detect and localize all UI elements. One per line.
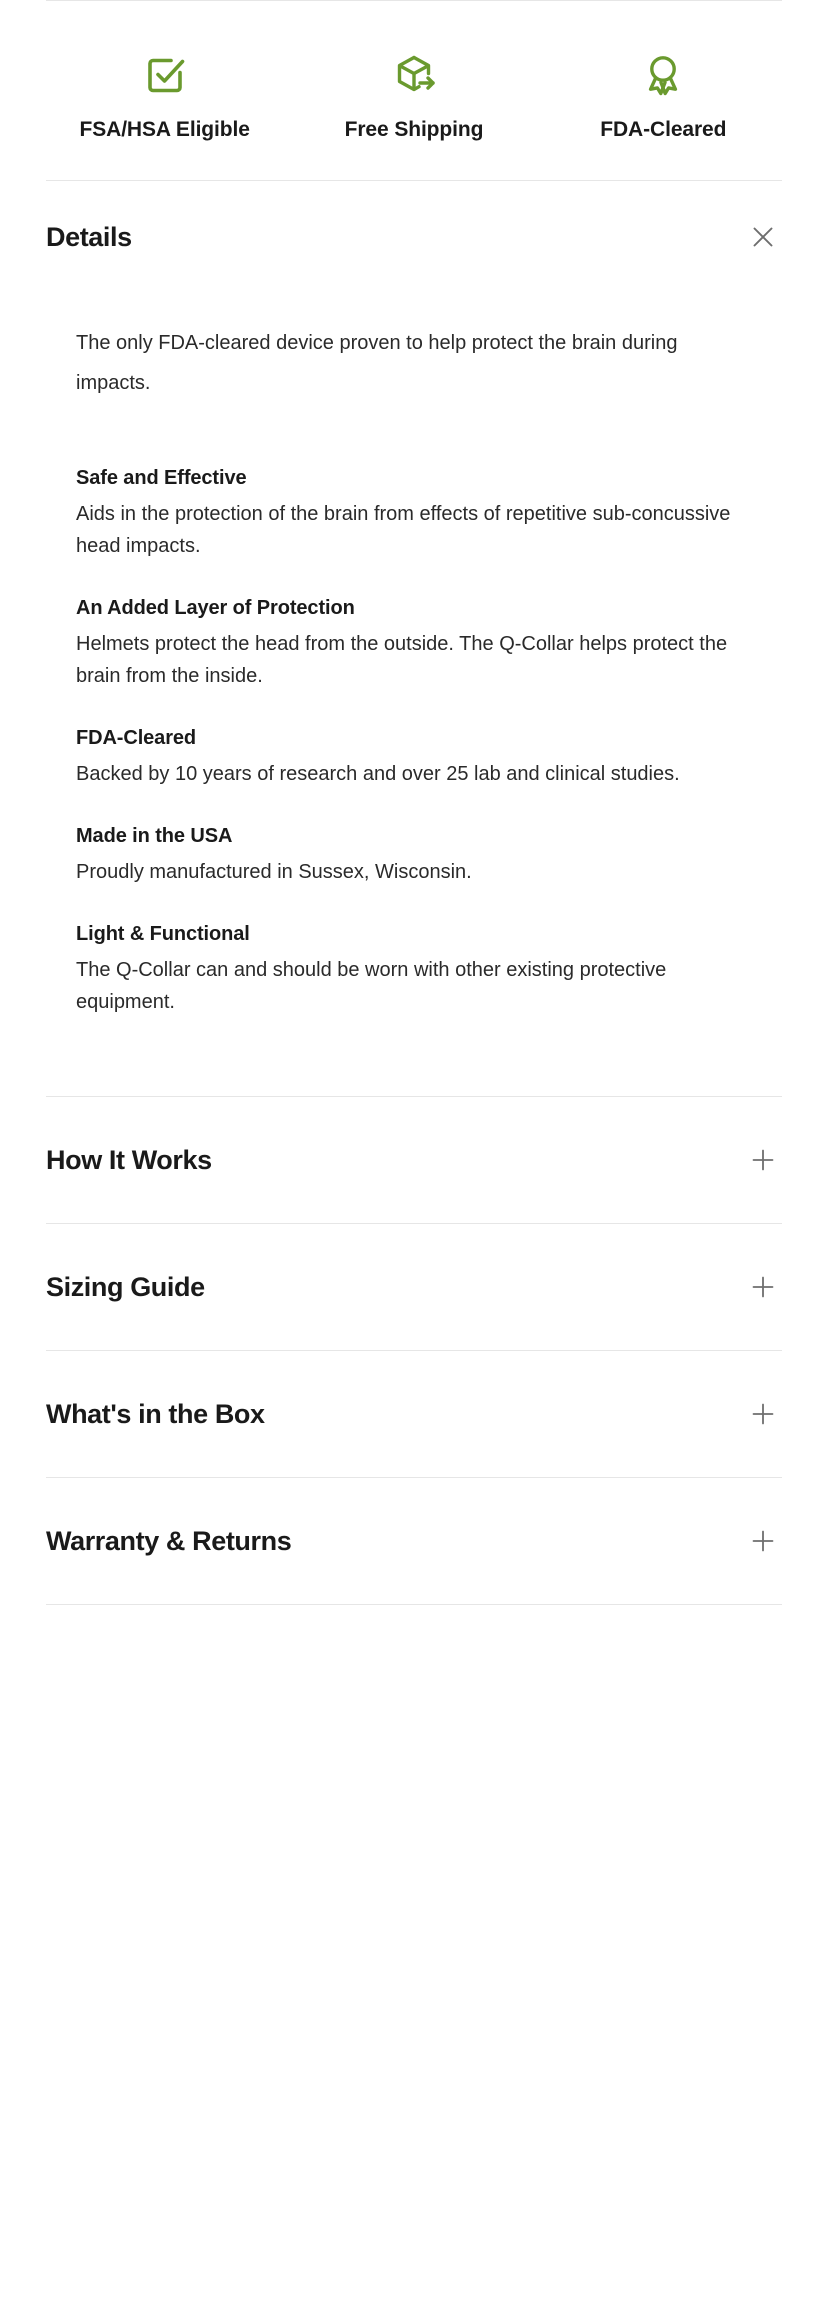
accordion-section-how-it-works — [46, 1096, 782, 1223]
feature-text: Backed by 10 years of research and over 25 lab and clinical studies. — [76, 763, 680, 785]
feature-title: An Added Layer of Protection — [76, 597, 355, 619]
accordion-section-details — [46, 180, 782, 1096]
accordion-section-warranty-returns — [46, 1477, 782, 1604]
accordion-section-sizing-guide — [46, 1223, 782, 1350]
badge-label: FSA/HSA Eligible — [79, 118, 250, 141]
feature-text: Aids in the protection of the brain from effects of repetitive sub-concussive head impacts. — [76, 503, 731, 557]
accordion-header-details[interactable] — [46, 181, 782, 293]
bottom-divider — [46, 1604, 782, 1605]
accordion-section-whats-in-the-box — [46, 1350, 782, 1477]
badge-free-shipping — [291, 46, 538, 142]
accordion-header-how-it-works[interactable] — [46, 1097, 782, 1223]
feature-text: Helmets protect the head from the outside. The Q-Collar helps protect the brain from the inside. — [76, 633, 728, 687]
accordion-panel-details — [46, 293, 782, 1096]
award-ribbon-icon — [635, 46, 691, 102]
feature-text: Proudly manufactured in Sussex, Wisconsin. — [76, 861, 472, 883]
plus-icon[interactable] — [746, 1524, 780, 1558]
feature-text: The Q-Collar can and should be worn with other existing protective equipment. — [76, 959, 667, 1013]
feature-item — [76, 593, 742, 692]
trust-badges-row — [0, 1, 828, 180]
badge-label: Free Shipping — [344, 118, 484, 141]
accordion-title: Warranty & Returns — [46, 1525, 292, 1556]
accordion-title: How It Works — [46, 1144, 212, 1175]
badge-fda-cleared — [540, 46, 787, 142]
badge-label: FDA-Cleared — [600, 118, 727, 141]
feature-item — [76, 463, 742, 562]
plus-icon[interactable] — [746, 1143, 780, 1177]
feature-title: Light & Functional — [76, 923, 250, 945]
feature-title: FDA-Cleared — [76, 727, 197, 749]
close-x-icon[interactable] — [746, 220, 780, 254]
accordion-title: Details — [46, 221, 132, 252]
details-feature-list — [46, 463, 782, 1018]
feature-item — [76, 821, 742, 888]
accordion-header-warranty-returns[interactable] — [46, 1478, 782, 1604]
accordion-header-sizing-guide[interactable] — [46, 1224, 782, 1350]
feature-title: Safe and Effective — [76, 467, 247, 489]
accordion-title: Sizing Guide — [46, 1271, 205, 1302]
checkbox-check-icon — [137, 46, 193, 102]
accordion-title: What's in the Box — [46, 1398, 265, 1429]
feature-item — [76, 723, 742, 790]
feature-item — [76, 919, 742, 1018]
details-intro-text: The only FDA-cleared device proven to help protect the brain during impacts. — [76, 332, 678, 394]
plus-icon[interactable] — [746, 1270, 780, 1304]
plus-icon[interactable] — [746, 1397, 780, 1431]
box-arrow-shipping-icon — [386, 46, 442, 102]
accordion-header-whats-in-the-box[interactable] — [46, 1351, 782, 1477]
badge-fsa-hsa-eligible — [41, 46, 288, 142]
feature-title: Made in the USA — [76, 825, 233, 847]
